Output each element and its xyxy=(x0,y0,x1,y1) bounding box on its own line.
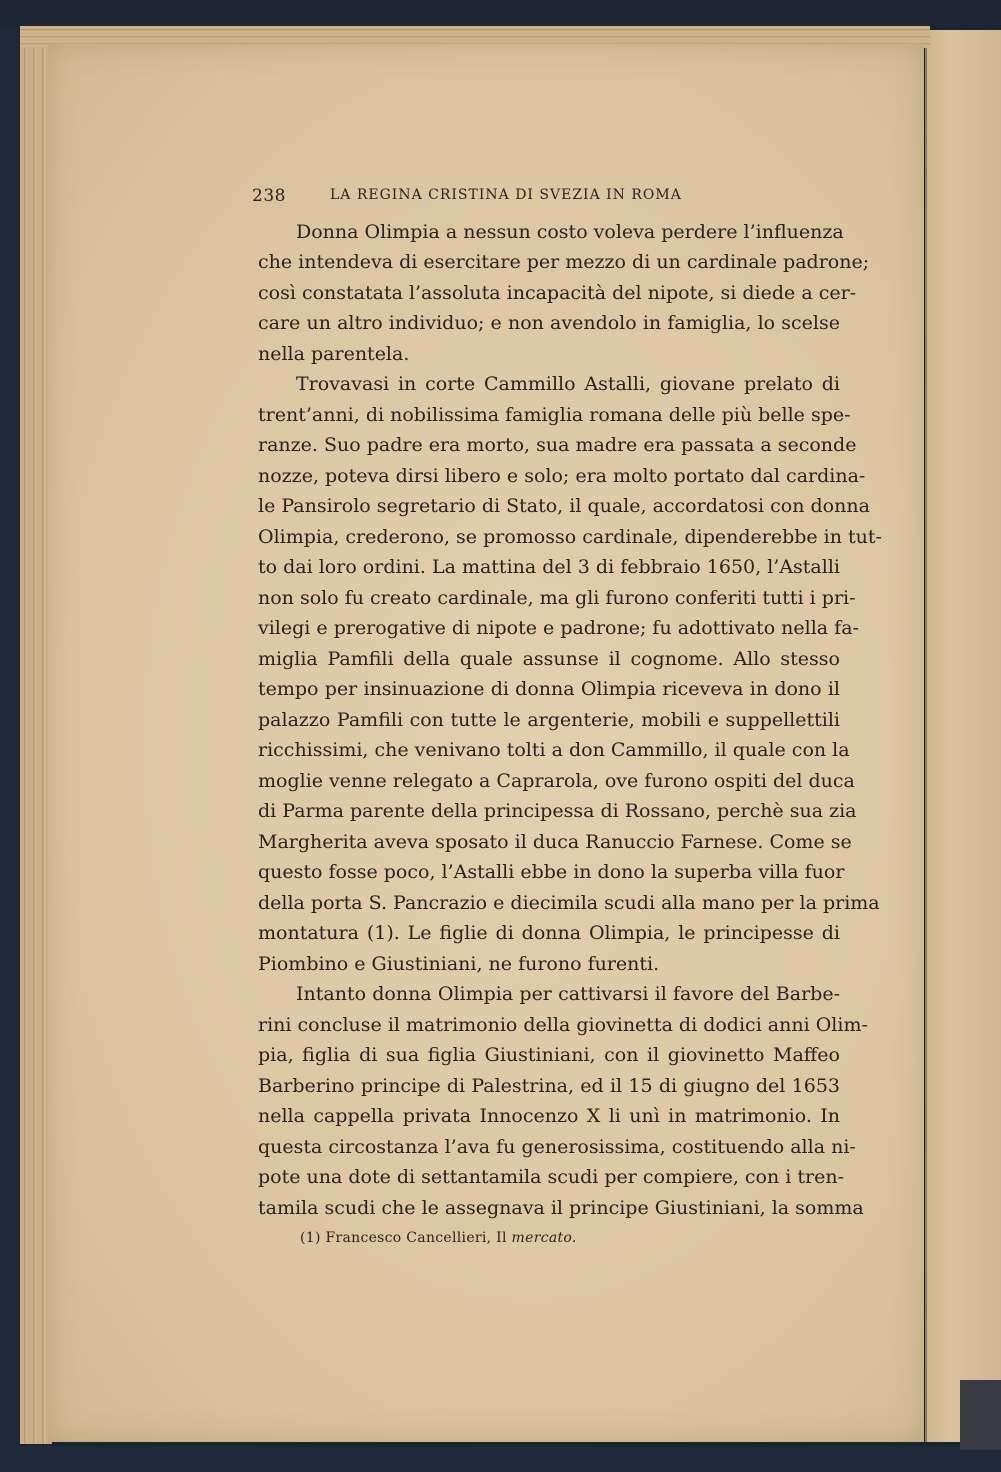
text-line: tamila scudi che le assegnava il principe Giustiniani, la somma xyxy=(258,1197,864,1219)
text-line: Olimpia, crederono, se promosso cardinale, dipenderebbe in tut- xyxy=(258,526,882,548)
running-header xyxy=(252,186,852,208)
text-line: rini concluse il matrimonio della giovinetta di dodici anni Olim- xyxy=(258,1014,868,1036)
scanner-backdrop-top xyxy=(0,0,1001,26)
text-line: Barberino principe di Palestrina, ed il 15 di giugno del 1653 xyxy=(258,1075,840,1097)
text-line: montatura (1). Le figlie di donna Olimpia, le principesse di xyxy=(258,922,840,944)
text-line: di Parma parente della principessa di Rossano, perchè sua zia xyxy=(258,800,857,822)
page-number: 238 xyxy=(252,186,286,206)
text-line: miglia Pamfili della quale assunse il cognome. Allo stesso xyxy=(258,648,840,670)
text-line: ranze. Suo padre era morto, sua madre era passata a seconde xyxy=(258,434,857,456)
text-line: così constatata l’assoluta incapacità del nipote, si diede a cer- xyxy=(258,282,857,304)
text-line: questo fosse poco, l’Astalli ebbe in dono la superba villa fuor xyxy=(258,861,845,883)
text-line: moglie venne relegato a Caprarola, ove furono ospiti del duca xyxy=(258,770,855,792)
text-line: nella parentela. xyxy=(258,343,410,365)
text-line: pote una dote di settantamila scudi per compiere, con i tren- xyxy=(258,1166,845,1188)
scanner-backdrop-left xyxy=(0,0,20,1472)
footnote-text: (1) Francesco Cancellieri, Il xyxy=(300,1230,507,1246)
text-line: nella cappella privata Innocenzo X li unì in matrimonio. In xyxy=(258,1105,840,1127)
text-line: pia, figlia di sua figlia Giustiniani, con il giovinetto Maffeo xyxy=(258,1044,840,1066)
text-line: che intendeva di esercitare per mezzo di un cardinale padrone; xyxy=(258,251,870,273)
footnote xyxy=(300,1230,840,1246)
text-line: Piombino e Giustiniani, ne furono furenti. xyxy=(258,953,660,975)
text-line: Donna Olimpia a nessun costo voleva perdere l’influenza xyxy=(296,221,844,243)
text-line: Margherita aveva sposato il duca Ranuccio Farnese. Come se xyxy=(258,831,852,853)
text-line: le Pansirolo segretario di Stato, il quale, accordatosi con donna xyxy=(258,495,870,517)
footnote-italic-title: mercato. xyxy=(511,1230,577,1246)
text-line: palazzo Pamfili con tutte le argenterie, mobili e suppellettili xyxy=(258,709,840,731)
text-line: della porta S. Pancrazio e diecimila scudi alla mano per la prima xyxy=(258,892,880,914)
text-line: to dai loro ordini. La mattina del 3 di febbraio 1650, l’Astalli xyxy=(258,556,840,578)
text-line: ricchissimi, che venivano tolti a don Cammillo, il quale con la xyxy=(258,739,850,761)
corner-shadow xyxy=(960,1380,1001,1450)
text-line: Trovavasi in corte Cammillo Astalli, giovane prelato di xyxy=(296,373,840,395)
text-line: vilegi e prerogative di nipote e padrone; fu adottivato nella fa- xyxy=(258,617,859,639)
text-line: nozze, poteva dirsi libero e solo; era molto portato dal cardina- xyxy=(258,465,866,487)
text-line: non solo fu creato cardinale, ma gli furono conferiti tutti i pri- xyxy=(258,587,856,609)
facing-page-edge xyxy=(925,30,1001,1442)
text-line: care un altro individuo; e non avendolo in famiglia, lo scelse xyxy=(258,312,840,334)
running-title: LA REGINA CRISTINA DI SVEZIA IN ROMA xyxy=(330,187,682,203)
text-line: trent’anni, di nobilissima famiglia romana delle più belle spe- xyxy=(258,404,851,426)
text-line: tempo per insinuazione di donna Olimpia riceveva in dono il xyxy=(258,678,840,700)
text-line: Intanto donna Olimpia per cattivarsi il favore del Barbe- xyxy=(296,983,840,1005)
text-line: questa circostanza l’ava fu generosissima, costituendo alla ni- xyxy=(258,1136,856,1158)
scanner-backdrop-bottom xyxy=(0,1446,1001,1472)
